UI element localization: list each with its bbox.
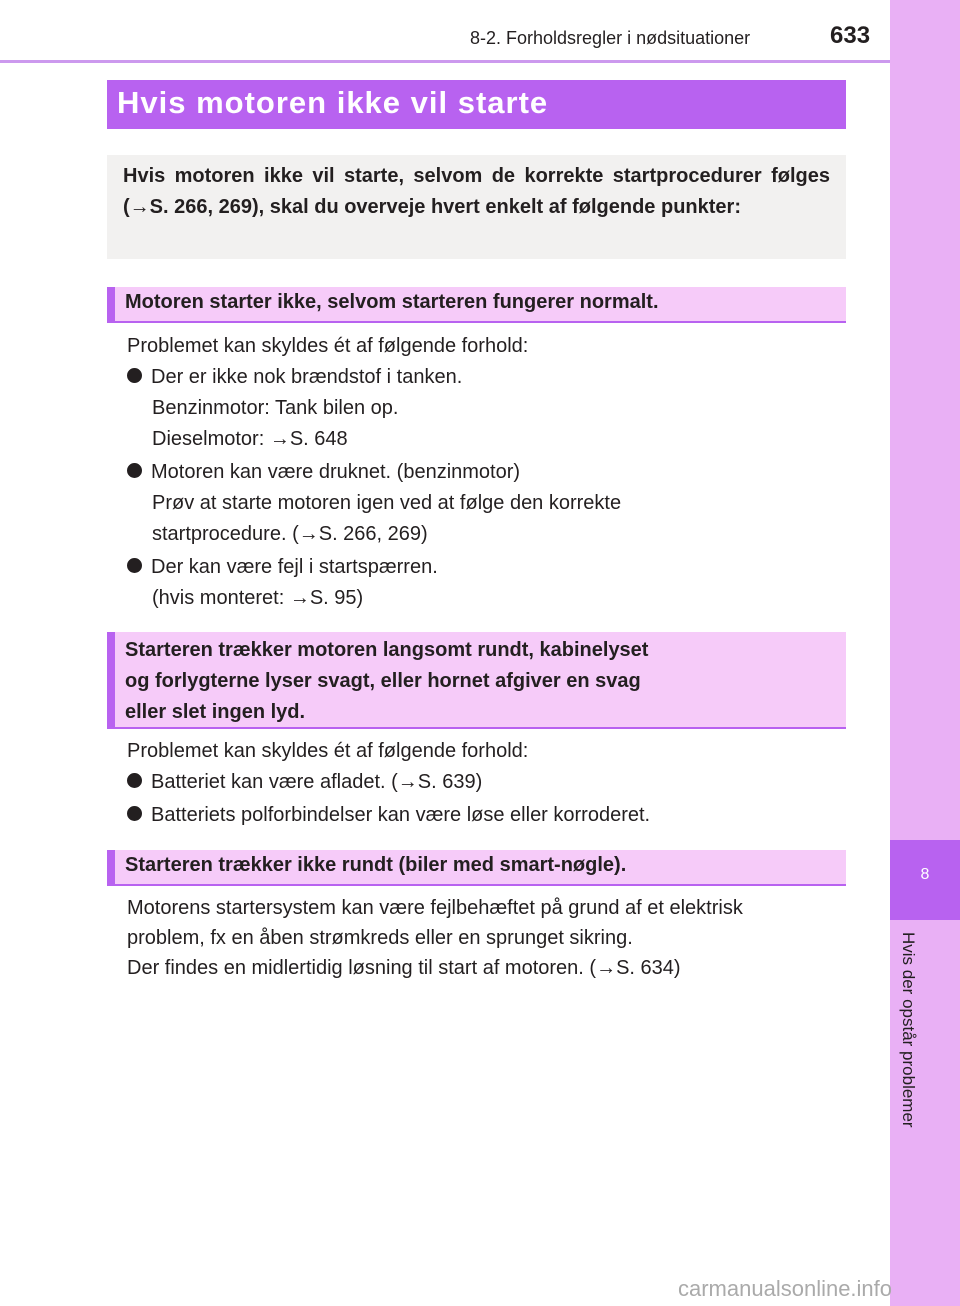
watermark: carmanualsonline.info: [678, 1276, 893, 1301]
bullet-text: Batteriet kan være afladet. (→S. 639): [151, 771, 483, 793]
page-number: 633: [830, 22, 871, 49]
bullet-icon: [127, 558, 142, 573]
subheading-line: eller slet ingen lyd.: [125, 701, 306, 723]
cross-reference[interactable]: (hvis monteret: →S. 95): [152, 587, 364, 609]
body-line: Motorens startersystem kan være fejlbehæftet på grund af et elektrisk: [127, 897, 743, 919]
bullet-item: [127, 800, 650, 831]
subheading-line: og forlygterne lyser svagt, eller hornet afgiver en svag: [125, 670, 641, 692]
bullet-icon: [127, 773, 142, 788]
bullet-item: [127, 362, 462, 393]
cross-reference[interactable]: Dieselmotor: →S. 648: [152, 428, 348, 450]
bullet-text: Der kan være fejl i startspærren.: [151, 556, 438, 578]
chapter-number: 8: [890, 840, 960, 920]
subheading-3: Starteren trækker ikke rundt (biler med smart-nøgle).: [107, 850, 846, 886]
bullet-text: Batteriets polforbindelser kan være løse eller korroderet.: [151, 804, 651, 826]
bullet-icon: [127, 463, 142, 478]
section-header: 8-2. Forholdsregler i nødsituationer: [470, 28, 751, 48]
chapter-title: Hvis der opstår problemer: [899, 932, 918, 1128]
subheading-2: [107, 632, 846, 729]
bullet-continuation: Prøv at starte motoren igen ved at følge den korrekte: [152, 492, 622, 514]
bullet-text: Der er ikke nok brændstof i tanken.: [151, 366, 463, 388]
page-title: Hvis motoren ikke vil starte: [107, 80, 846, 129]
bullet-item: [127, 767, 482, 798]
bullet-item: [127, 552, 438, 583]
subheading-line: Starteren trækker motoren langsomt rundt, kabinelyset: [125, 639, 649, 661]
body-line: problem, fx en åben strømkreds eller en sprunget sikring.: [127, 927, 633, 949]
cross-reference[interactable]: startprocedure. (→S. 266, 269): [152, 523, 428, 545]
cross-reference[interactable]: Der findes en midlertidig løsning til start af motoren. (→S. 634): [127, 957, 681, 979]
bullet-icon: [127, 368, 142, 383]
header-rule: [0, 60, 890, 63]
lead-text-1: Problemet kan skyldes ét af følgende forhold:: [127, 335, 529, 357]
bullet-icon: [127, 806, 142, 821]
bullet-text: Motoren kan være druknet. (benzinmotor): [151, 461, 521, 483]
bullet-item: [127, 457, 520, 488]
bullet-continuation: Benzinmotor: Tank bilen op.: [152, 397, 399, 419]
lead-text-2: Problemet kan skyldes ét af følgende forhold:: [127, 740, 529, 762]
subheading-1: Motoren starter ikke, selvom starteren fungerer normalt.: [107, 287, 846, 323]
intro-box: Hvis motoren ikke vil starte, selvom de korrekte startprocedurer følges (→S. 266, 269), skal du overveje hvert enkelt af følgende punkter:: [107, 155, 846, 259]
